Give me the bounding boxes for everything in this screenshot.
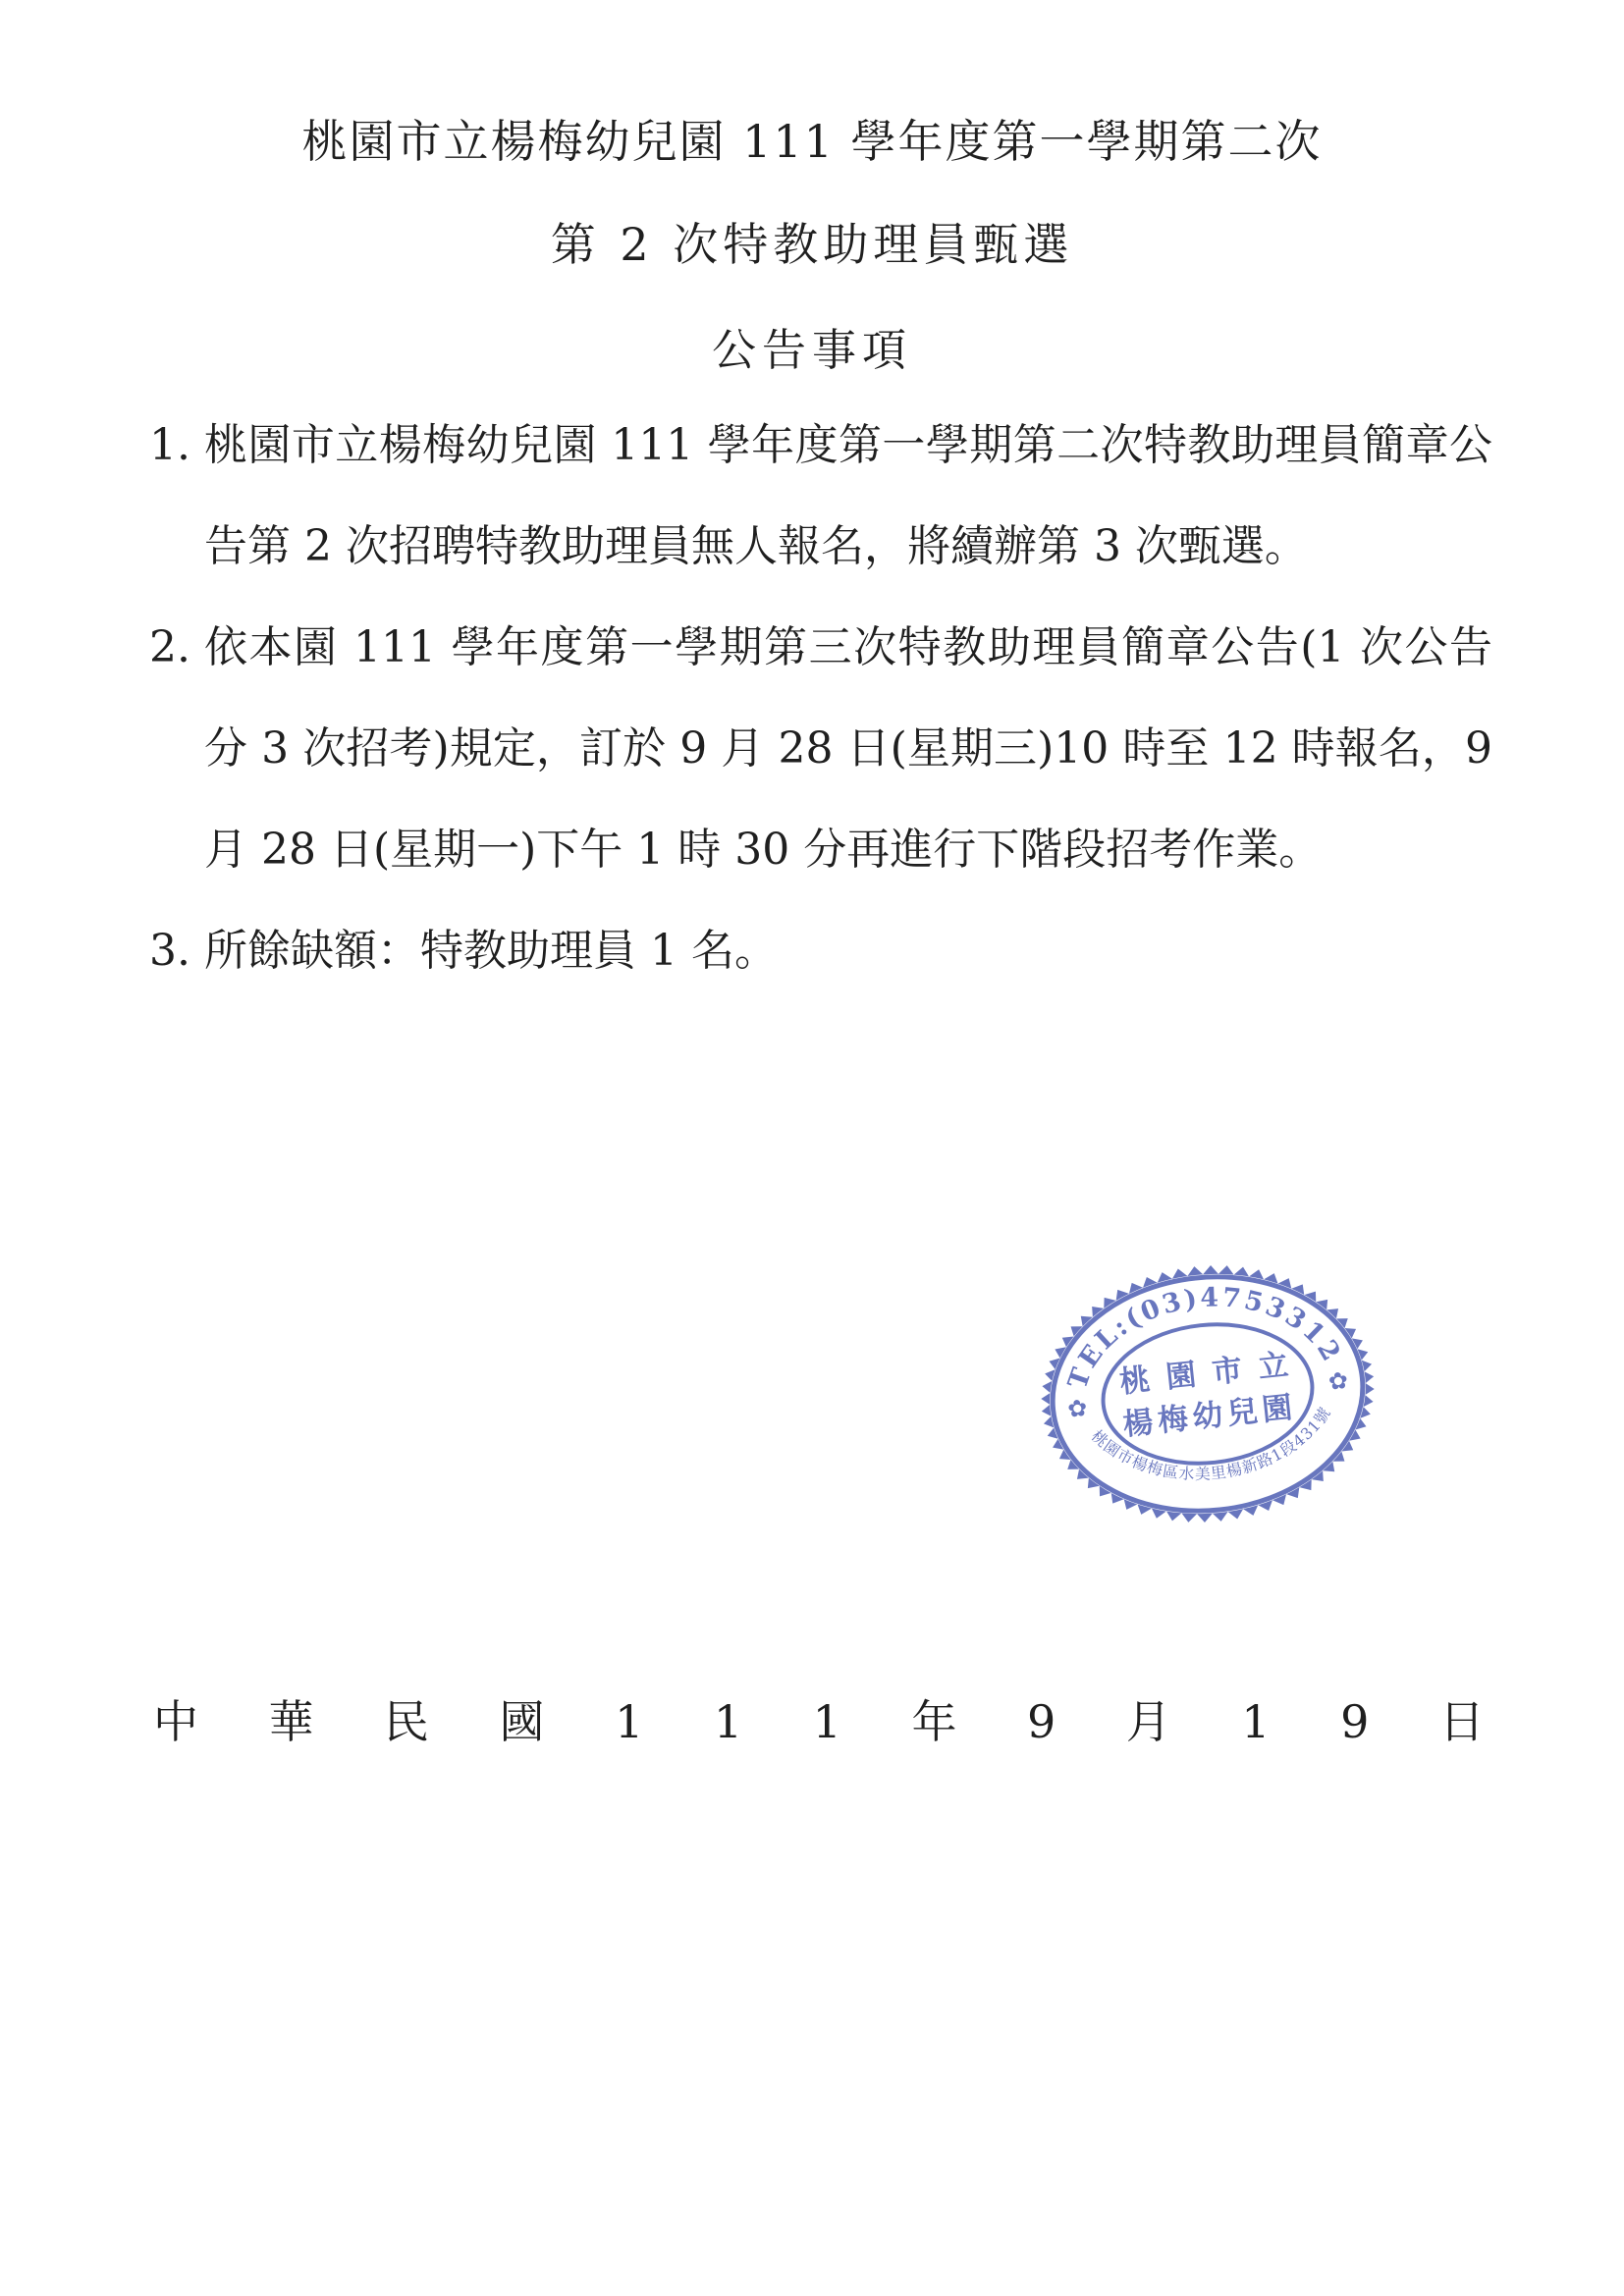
date-token: 日	[1438, 1695, 1485, 1748]
date-token: 1	[812, 1695, 841, 1748]
list-item	[149, 900, 1492, 1001]
date-token: 中	[153, 1695, 198, 1748]
official-stamp	[1033, 1255, 1382, 1533]
title-line-2: 第 2 次特教助理員甄選	[550, 218, 1074, 271]
item-text: 所餘缺額：特教助理員 1 名。	[204, 926, 778, 976]
stamp-tel-text: TEL:(03)4753312	[1061, 1282, 1348, 1393]
plum-blossom-icon-right: ✿	[1326, 1365, 1350, 1396]
list-item	[149, 395, 1492, 597]
date-token: 9	[1340, 1695, 1370, 1748]
official-stamp-graphic	[1033, 1255, 1382, 1533]
date-token: 1	[713, 1695, 743, 1748]
stamp-org-name-line1: 桃 園 市 立	[1117, 1347, 1293, 1401]
date-token: 華	[268, 1695, 314, 1748]
date-token: 國	[499, 1695, 545, 1748]
date-token: 1	[615, 1695, 644, 1748]
item-text: 依本園 111 學年度第一學期第三次特教助理員簡章公告(1 次公告分 3 次招考)規定，訂於 9 月 28 日(星期三)10 時至 12 時報名，9 月 28 日(星期一)下午 1 時 30 分再進行下階段招考作業。	[204, 622, 1492, 875]
date-token: 9	[1026, 1695, 1056, 1748]
date-line	[153, 1686, 1485, 1751]
date-token: 月	[1125, 1695, 1171, 1748]
plum-blossom-icon-left: ✿	[1065, 1393, 1089, 1423]
item-number: 3.	[149, 926, 190, 976]
item-number: 2.	[149, 622, 190, 672]
section-heading: 公告事項	[711, 324, 912, 376]
date-token: 年	[911, 1695, 957, 1748]
stamp-address-text: 桃園市楊梅區水美里楊新路1段431號	[1087, 1403, 1335, 1484]
date-token: 民	[384, 1695, 430, 1748]
item-number: 1.	[149, 420, 190, 470]
item-text: 桃園市立楊梅幼兒園 111 學年度第一學期第二次特教助理員簡章公告第 2 次招聘特教助理員無人報名，將續辦第 3 次甄選。	[204, 420, 1492, 571]
title-line-1: 桃園市立楊梅幼兒園 111 學年度第一學期第二次	[301, 115, 1323, 168]
stamp-org-name-line2: 楊梅幼兒園	[1121, 1389, 1299, 1443]
date-token: 1	[1241, 1695, 1271, 1748]
announcement-list	[149, 395, 1492, 1001]
list-item	[149, 597, 1492, 900]
